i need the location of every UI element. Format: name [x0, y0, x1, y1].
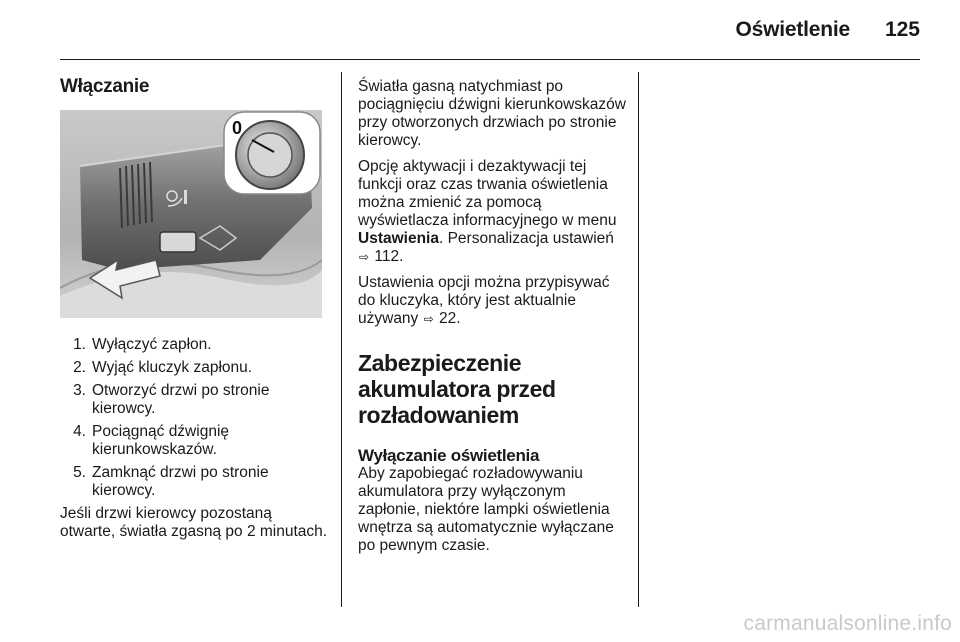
paragraph: Aby zapobiegać rozładowywaniu akumulatora przy wyłączonym zapłonie, niektóre lampki oświetlenia wnętrza są automatycznie wyłączane po pewnym czasie.: [358, 465, 614, 554]
paragraph: Światła gasną natychmiast po pociągnięciu dźwigni kierunkowskazów przy otworzonych drzwiach po stronie kierowcy.: [358, 78, 626, 149]
list-item: 1. Wyłączyć zapłon.: [73, 336, 212, 353]
column-divider: [638, 72, 639, 607]
page-ref: 112.: [374, 248, 404, 265]
right-column: [358, 78, 630, 563]
page-number: 125: [884, 18, 920, 41]
column-divider: [341, 72, 342, 607]
figure-zero-label: 0: [232, 118, 243, 138]
paragraph: Ustawienia opcji można przypisywać do kluczyka, który jest aktualnie używany ⇨ 22.: [358, 274, 610, 327]
menu-name: Ustawienia: [358, 230, 439, 247]
list-item: 3. Otworzyć drzwi po stronie kierowcy.: [73, 382, 270, 417]
left-column: [60, 76, 330, 549]
list-item: 5. Zamknąć drzwi po stronie kierowcy.: [73, 464, 269, 499]
steps-list: [60, 336, 330, 500]
auto-off-note: Jeśli drzwi kierowcy pozostaną otwarte, światła zgasną po 2 minutach.: [60, 505, 328, 540]
page-ref: 22.: [439, 310, 461, 327]
page-title: Oświetlenie: [735, 18, 850, 41]
list-item: 2. Wyjąć kluczyk zapłonu.: [73, 359, 253, 376]
watermark: carmanualsonline.info: [743, 612, 952, 635]
paragraph: Opcję aktywacji i dezaktywacji tej funkcji oraz czas trwania oświetlenia można zmienić za pomocą wyświetlacza informacyjnego w menu Ustawienia. Personalizacja ustawień ⇨ 112.: [358, 158, 617, 265]
subheading: Wyłączanie oświetlenia: [358, 446, 540, 465]
section-heading: Włączanie: [60, 76, 150, 97]
header-rule: [60, 59, 920, 60]
arrow-right-outline-icon: ⇨: [423, 312, 434, 326]
section-heading: Zabezpieczenie akumulatora przed rozładowaniem: [358, 350, 556, 428]
list-item: 4. Pociągnąć dźwignię kierunkowskazów.: [73, 423, 230, 458]
arrow-right-outline-icon: ⇨: [359, 250, 370, 264]
stalk-figure: [60, 110, 322, 318]
